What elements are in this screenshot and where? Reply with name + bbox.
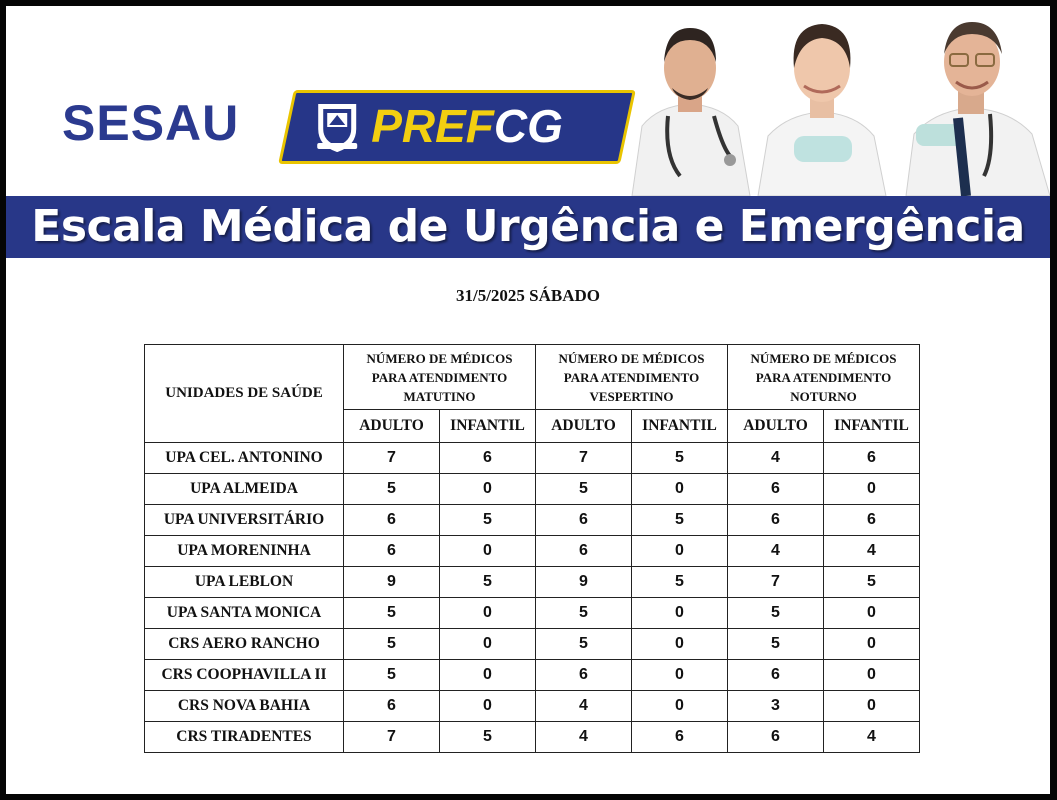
- doctor-male-2: [906, 22, 1050, 196]
- doctor-count-cell: 0: [824, 474, 920, 505]
- page-title-banner: Escala Médica de Urgência e Emergência: [6, 196, 1050, 258]
- doctor-count-cell: 4: [536, 722, 632, 753]
- doctors-photo: [618, 6, 1050, 196]
- table-row: [145, 536, 920, 567]
- doctor-count-cell: 0: [440, 536, 536, 567]
- doctor-count-cell: 0: [632, 474, 728, 505]
- doctor-count-cell: 6: [728, 505, 824, 536]
- doctor-count-cell: 0: [824, 598, 920, 629]
- doctor-count-cell: 5: [728, 598, 824, 629]
- doctor-count-cell: 5: [440, 567, 536, 598]
- doctor-count-cell: 5: [824, 567, 920, 598]
- schedule-date: 31/5/2025 SÁBADO: [455, 286, 601, 305]
- doctor-count-cell: 6: [536, 660, 632, 691]
- doctor-count-cell: 0: [632, 536, 728, 567]
- afternoon-group-header: NÚMERO DE MÉDICOS PARA ATENDIMENTO VESPERTINO: [536, 345, 728, 410]
- doctor-count-cell: 0: [440, 691, 536, 722]
- doctor-count-cell: 4: [824, 536, 920, 567]
- doctor-count-cell: 6: [440, 443, 536, 474]
- doctor-count-cell: 6: [824, 505, 920, 536]
- doctor-count-cell: 5: [728, 629, 824, 660]
- unit-name-cell: CRS COOPHAVILLA II: [145, 660, 344, 691]
- table-row: [145, 722, 920, 753]
- doctor-count-cell: 4: [728, 443, 824, 474]
- doctor-count-cell: 5: [632, 567, 728, 598]
- doctor-count-cell: 5: [344, 660, 440, 691]
- doctor-count-cell: 5: [440, 722, 536, 753]
- schedule-table-body: [145, 443, 920, 753]
- adult-subheader: ADULTO: [728, 410, 824, 443]
- doctor-count-cell: 4: [824, 722, 920, 753]
- unit-name-cell: CRS TIRADENTES: [145, 722, 344, 753]
- doctor-count-cell: 6: [344, 505, 440, 536]
- doctor-count-cell: 5: [632, 505, 728, 536]
- table-row: [145, 691, 920, 722]
- adult-subheader: ADULTO: [344, 410, 440, 443]
- doctor-count-cell: 5: [536, 629, 632, 660]
- child-subheader: INFANTIL: [824, 410, 920, 443]
- doctor-count-cell: 5: [344, 598, 440, 629]
- unit-name-cell: UPA ALMEIDA: [145, 474, 344, 505]
- schedule-table: [144, 344, 920, 753]
- night-group-header: NÚMERO DE MÉDICOS PARA ATENDIMENTO NOTURNO: [728, 345, 920, 410]
- doctor-count-cell: 0: [440, 629, 536, 660]
- unit-name-cell: CRS NOVA BAHIA: [145, 691, 344, 722]
- doctor-count-cell: 5: [536, 474, 632, 505]
- unit-column-header: UNIDADES DE SAÚDE: [145, 345, 344, 443]
- doctor-count-cell: 7: [344, 722, 440, 753]
- doctor-count-cell: 9: [344, 567, 440, 598]
- doctor-count-cell: 6: [536, 505, 632, 536]
- pref-text: PREF: [371, 100, 494, 152]
- child-subheader: INFANTIL: [440, 410, 536, 443]
- doctor-count-cell: 5: [536, 598, 632, 629]
- doctor-count-cell: 6: [344, 691, 440, 722]
- doctor-count-cell: 0: [632, 629, 728, 660]
- doctor-count-cell: 5: [440, 505, 536, 536]
- doctor-count-cell: 6: [824, 443, 920, 474]
- doctor-count-cell: 6: [728, 722, 824, 753]
- doctor-count-cell: 0: [824, 629, 920, 660]
- doctor-count-cell: 6: [536, 536, 632, 567]
- header: [6, 6, 1050, 196]
- doctor-count-cell: 0: [632, 691, 728, 722]
- sesau-logo: SESAU: [62, 95, 240, 151]
- doctor-count-cell: 4: [728, 536, 824, 567]
- doctor-count-cell: 0: [440, 598, 536, 629]
- doctor-count-cell: 0: [440, 474, 536, 505]
- doctor-count-cell: 6: [728, 474, 824, 505]
- child-subheader: INFANTIL: [632, 410, 728, 443]
- unit-name-cell: UPA MORENINHA: [145, 536, 344, 567]
- doctor-count-cell: 5: [344, 629, 440, 660]
- doctor-count-cell: 6: [728, 660, 824, 691]
- cg-text: CG: [493, 100, 563, 152]
- table-row: [145, 567, 920, 598]
- unit-name-cell: UPA UNIVERSITÁRIO: [145, 505, 344, 536]
- doctor-count-cell: 9: [536, 567, 632, 598]
- prefcg-logo: [278, 90, 636, 164]
- table-row: [145, 474, 920, 505]
- doctor-female: [758, 24, 886, 196]
- table-row: [145, 660, 920, 691]
- table-row: [145, 629, 920, 660]
- doctor-count-cell: 0: [824, 691, 920, 722]
- doctor-count-cell: 0: [632, 598, 728, 629]
- morning-group-header: NÚMERO DE MÉDICOS PARA ATENDIMENTO MATUTINO: [344, 345, 536, 410]
- schedule-card: [6, 6, 1050, 794]
- adult-subheader: ADULTO: [536, 410, 632, 443]
- doctor-count-cell: 7: [728, 567, 824, 598]
- doctor-count-cell: 0: [440, 660, 536, 691]
- city-crest-icon: [313, 99, 361, 153]
- doctor-count-cell: 6: [344, 536, 440, 567]
- doctor-count-cell: 5: [632, 443, 728, 474]
- unit-name-cell: CRS AERO RANCHO: [145, 629, 344, 660]
- doctor-count-cell: 0: [824, 660, 920, 691]
- doctor-count-cell: 5: [344, 474, 440, 505]
- doctor-count-cell: 0: [632, 660, 728, 691]
- doctor-count-cell: 7: [344, 443, 440, 474]
- doctor-count-cell: 3: [728, 691, 824, 722]
- unit-name-cell: UPA SANTA MONICA: [145, 598, 344, 629]
- unit-name-cell: UPA CEL. ANTONINO: [145, 443, 344, 474]
- table-row: [145, 598, 920, 629]
- unit-name-cell: UPA LEBLON: [145, 567, 344, 598]
- doctor-count-cell: 4: [536, 691, 632, 722]
- doctor-count-cell: 7: [536, 443, 632, 474]
- table-row: [145, 443, 920, 474]
- doctor-male-1: [632, 28, 750, 196]
- doctor-count-cell: 6: [632, 722, 728, 753]
- table-row: [145, 505, 920, 536]
